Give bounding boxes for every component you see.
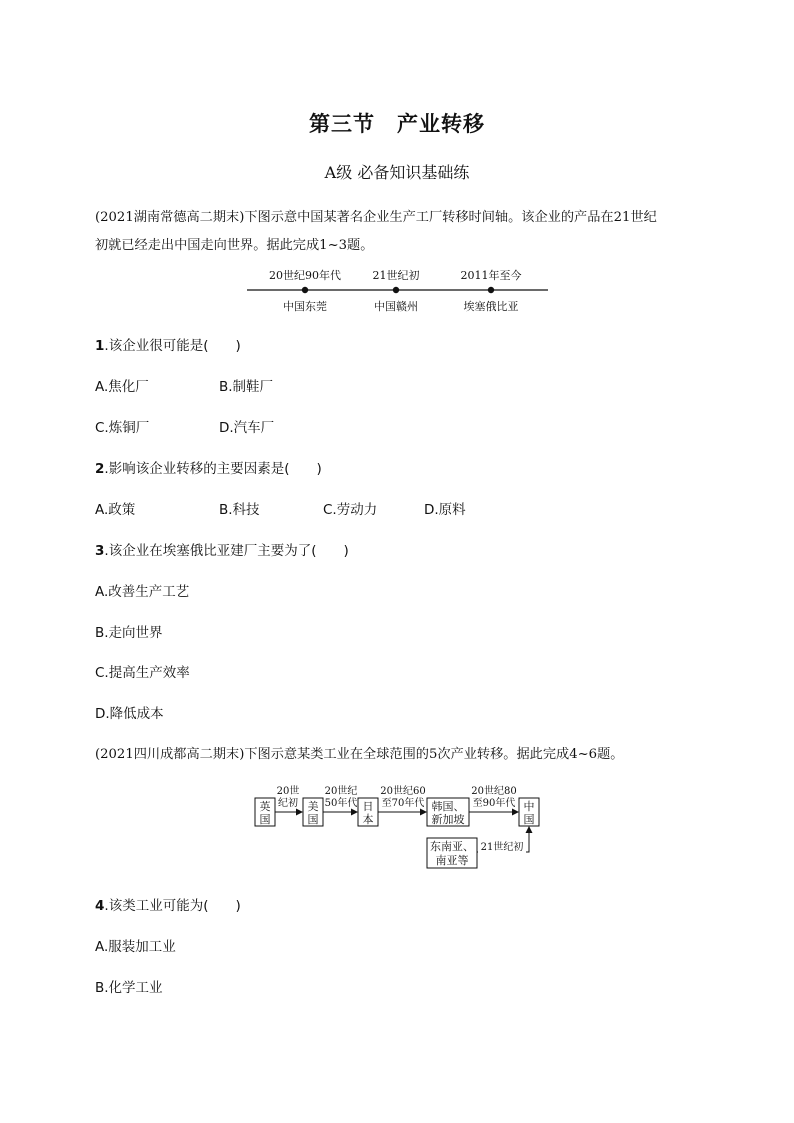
- option-4b: B.化学工业: [95, 980, 163, 996]
- option-3a: A.改善生产工艺: [95, 584, 190, 600]
- timeline-dot: [393, 287, 399, 293]
- intro-1-line-1: (2021湖南常德高二期末)下图示意中国某著名企业生产工厂转移时间轴。该企业的产品在21世纪: [95, 210, 657, 225]
- svg-text:中: 中: [523, 800, 535, 813]
- svg-text:20世: 20世: [276, 786, 300, 797]
- svg-text:国: 国: [523, 813, 535, 826]
- option-1a: A.焦化厂: [95, 379, 149, 395]
- section-subtitle: A级 必备知识基础练: [324, 163, 470, 182]
- svg-text:本: 本: [362, 813, 374, 826]
- svg-text:东南亚、: 东南亚、: [430, 840, 474, 853]
- timeline-dot: [302, 287, 308, 293]
- timeline-time-label: 20世纪90年代: [269, 269, 341, 282]
- intro-2-line-1: (2021四川成都高二期末)下图示意某类工业在全球范围的5次产业转移。据此完成4~6题。: [95, 747, 624, 762]
- intro-1-line-2: 初就已经走出中国走向世界。据此完成1~3题。: [95, 238, 374, 253]
- timeline-place-label: 中国赣州: [374, 300, 418, 313]
- question-3: 3.该企业在埃塞俄比亚建厂主要为了( ): [95, 543, 349, 559]
- option-2a: A.政策: [95, 502, 136, 518]
- timeline-place-label: 中国东莞: [283, 300, 327, 313]
- timeline-figure: [0, 260, 794, 320]
- question-4: 4.该类工业可能为( ): [95, 898, 241, 914]
- svg-text:韩国、: 韩国、: [431, 800, 465, 813]
- timeline-place-label: 埃塞俄比亚: [463, 300, 519, 313]
- option-3d: D.降低成本: [95, 706, 164, 722]
- option-2c: C.劳动力: [323, 502, 378, 518]
- svg-text:英: 英: [259, 800, 271, 813]
- option-3c: C.提高生产效率: [95, 665, 190, 681]
- svg-text:50年代: 50年代: [324, 798, 358, 809]
- timeline-time-label: 21世纪初: [372, 269, 420, 282]
- timeline-dot: [488, 287, 494, 293]
- option-1b: B.制鞋厂: [219, 379, 274, 395]
- svg-text:新加坡: 新加坡: [431, 813, 465, 826]
- option-2d: D.原料: [424, 502, 466, 518]
- svg-text:至90年代: 至90年代: [472, 798, 516, 809]
- timeline-time-label: 2011年至今: [460, 269, 522, 282]
- option-2b: B.科技: [219, 502, 260, 518]
- svg-text:南亚等: 南亚等: [435, 854, 469, 867]
- svg-text:国: 国: [259, 813, 271, 826]
- svg-text:21世纪初: 21世纪初: [480, 842, 524, 853]
- question-1: 1.该企业很可能是( ): [95, 338, 241, 354]
- svg-text:20世纪: 20世纪: [324, 786, 358, 797]
- svg-text:至70年代: 至70年代: [381, 798, 425, 809]
- svg-text:国: 国: [307, 813, 319, 826]
- option-1d: D.汽车厂: [219, 420, 275, 436]
- svg-text:20世纪60: 20世纪60: [380, 786, 426, 797]
- svg-text:美: 美: [307, 800, 319, 813]
- svg-text:日: 日: [362, 800, 374, 813]
- option-1c: C.炼铜厂: [95, 420, 150, 436]
- page-title: 第三节 产业转移: [309, 111, 485, 136]
- svg-text:纪初: 纪初: [278, 798, 298, 809]
- option-4a: A.服装加工业: [95, 939, 176, 955]
- transfer-flow-diagram: [0, 778, 794, 872]
- question-2: 2.影响该企业转移的主要因素是( ): [95, 461, 322, 477]
- svg-text:20世纪80: 20世纪80: [471, 786, 517, 797]
- option-3b: B.走向世界: [95, 625, 163, 641]
